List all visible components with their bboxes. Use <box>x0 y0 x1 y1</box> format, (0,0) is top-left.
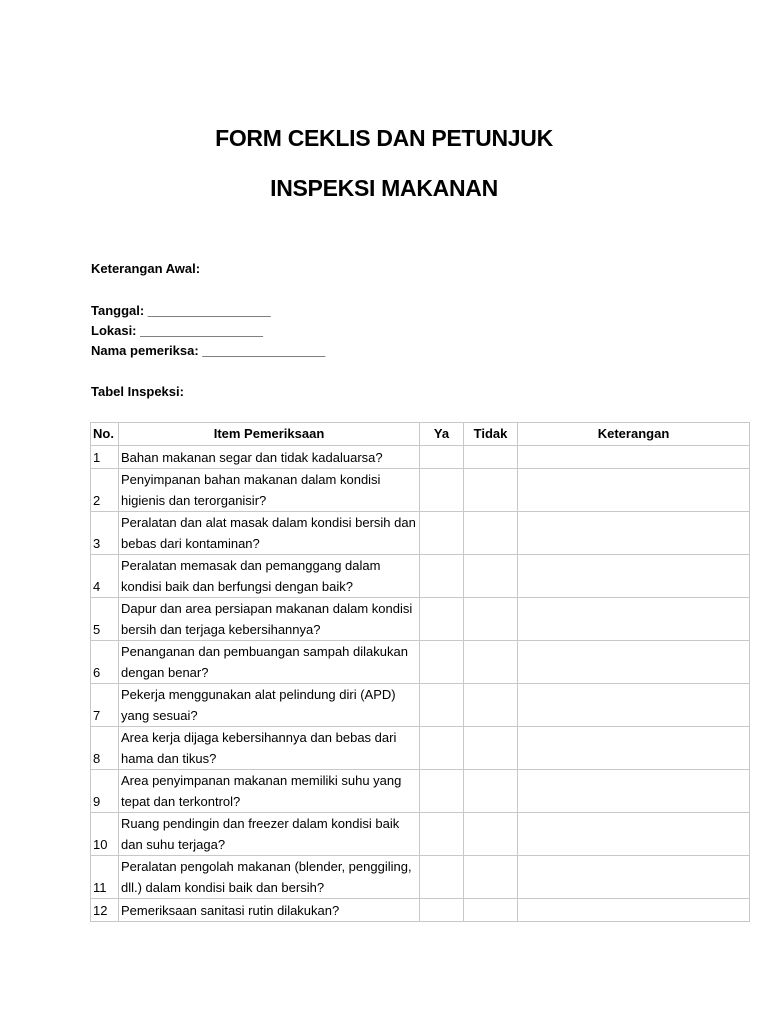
row-item: Penyimpanan bahan makanan dalam kondisi higienis dan terorganisir? <box>119 469 420 512</box>
keterangan-cell[interactable] <box>518 899 750 922</box>
table-row <box>91 856 750 899</box>
row-number: 8 <box>91 727 119 770</box>
row-item: Peralatan memasak dan pemanggang dalam kondisi baik dan berfungsi dengan baik? <box>119 555 420 598</box>
tidak-cell[interactable] <box>464 555 518 598</box>
row-item: Pemeriksaan sanitasi rutin dilakukan? <box>119 899 420 922</box>
header-keterangan: Keterangan <box>518 423 750 446</box>
ya-cell[interactable] <box>420 598 464 641</box>
row-item: Peralatan dan alat masak dalam kondisi bersih dan bebas dari kontaminan? <box>119 512 420 555</box>
header-item-pemeriksaan: Item Pemeriksaan <box>119 423 420 446</box>
keterangan-cell[interactable] <box>518 446 750 469</box>
row-item: Bahan makanan segar dan tidak kadaluarsa? <box>119 446 420 469</box>
row-number: 6 <box>91 641 119 684</box>
tanggal-field: Tanggal: _________________ <box>91 303 271 318</box>
keterangan-cell[interactable] <box>518 770 750 813</box>
keterangan-cell[interactable] <box>518 469 750 512</box>
ya-cell[interactable] <box>420 512 464 555</box>
header-no: No. <box>91 423 119 446</box>
ya-cell[interactable] <box>420 727 464 770</box>
row-item: Pekerja menggunakan alat pelindung diri (APD) yang sesuai? <box>119 684 420 727</box>
row-number: 3 <box>91 512 119 555</box>
row-number: 11 <box>91 856 119 899</box>
row-item: Penanganan dan pembuangan sampah dilakukan dengan benar? <box>119 641 420 684</box>
tidak-cell[interactable] <box>464 770 518 813</box>
tidak-cell[interactable] <box>464 899 518 922</box>
table-row <box>91 813 750 856</box>
row-item: Area penyimpanan makanan memiliki suhu yang tepat dan terkontrol? <box>119 770 420 813</box>
table-row <box>91 512 750 555</box>
keterangan-awal-label: Keterangan Awal: <box>91 261 201 276</box>
lokasi-field: Lokasi: _________________ <box>91 323 264 338</box>
ya-cell[interactable] <box>420 446 464 469</box>
tidak-cell[interactable] <box>464 446 518 469</box>
keterangan-cell[interactable] <box>518 856 750 899</box>
nama-pemeriksa-field: Nama pemeriksa: _________________ <box>91 343 326 358</box>
ya-cell[interactable] <box>420 856 464 899</box>
ya-cell[interactable] <box>420 899 464 922</box>
tabel-inspeksi-label: Tabel Inspeksi: <box>91 384 184 399</box>
keterangan-cell[interactable] <box>518 555 750 598</box>
row-number: 7 <box>91 684 119 727</box>
row-number: 2 <box>91 469 119 512</box>
tidak-cell[interactable] <box>464 684 518 727</box>
table-row <box>91 770 750 813</box>
table-row <box>91 641 750 684</box>
tidak-cell[interactable] <box>464 598 518 641</box>
tidak-cell[interactable] <box>464 727 518 770</box>
table-row <box>91 727 750 770</box>
tidak-cell[interactable] <box>464 856 518 899</box>
row-number: 1 <box>91 446 119 469</box>
document-title-line-2: INSPEKSI MAKANAN <box>270 175 498 201</box>
keterangan-cell[interactable] <box>518 813 750 856</box>
inspection-table <box>90 422 750 922</box>
row-item: Peralatan pengolah makanan (blender, penggiling, dll.) dalam kondisi baik dan bersih? <box>119 856 420 899</box>
row-item: Area kerja dijaga kebersihannya dan bebas dari hama dan tikus? <box>119 727 420 770</box>
ya-cell[interactable] <box>420 469 464 512</box>
row-number: 5 <box>91 598 119 641</box>
tidak-cell[interactable] <box>464 641 518 684</box>
table-row <box>91 555 750 598</box>
keterangan-cell[interactable] <box>518 598 750 641</box>
keterangan-cell[interactable] <box>518 641 750 684</box>
row-number: 12 <box>91 899 119 922</box>
ya-cell[interactable] <box>420 555 464 598</box>
table-row <box>91 469 750 512</box>
header-tidak: Tidak <box>464 423 518 446</box>
ya-cell[interactable] <box>420 641 464 684</box>
keterangan-cell[interactable] <box>518 727 750 770</box>
ya-cell[interactable] <box>420 813 464 856</box>
row-number: 4 <box>91 555 119 598</box>
tidak-cell[interactable] <box>464 512 518 555</box>
keterangan-cell[interactable] <box>518 684 750 727</box>
table-header-row <box>91 423 750 446</box>
table-row <box>91 899 750 922</box>
table-row <box>91 598 750 641</box>
tidak-cell[interactable] <box>464 469 518 512</box>
tidak-cell[interactable] <box>464 813 518 856</box>
header-ya: Ya <box>420 423 464 446</box>
ya-cell[interactable] <box>420 770 464 813</box>
document-title-line-1: FORM CEKLIS DAN PETUNJUK <box>215 125 553 151</box>
table-row <box>91 684 750 727</box>
row-item: Ruang pendingin dan freezer dalam kondisi baik dan suhu terjaga? <box>119 813 420 856</box>
row-number: 9 <box>91 770 119 813</box>
table-row <box>91 446 750 469</box>
keterangan-cell[interactable] <box>518 512 750 555</box>
row-number: 10 <box>91 813 119 856</box>
row-item: Dapur dan area persiapan makanan dalam kondisi bersih dan terjaga kebersihannya? <box>119 598 420 641</box>
ya-cell[interactable] <box>420 684 464 727</box>
